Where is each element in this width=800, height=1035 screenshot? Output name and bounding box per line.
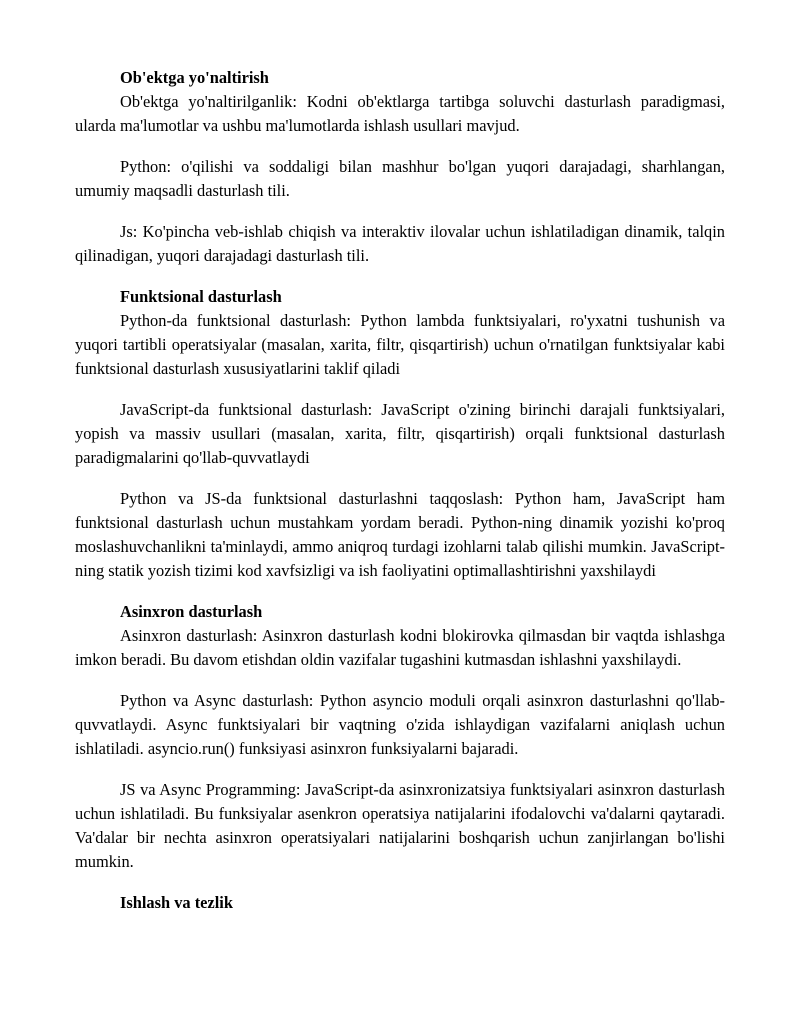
section-functional — [75, 285, 725, 583]
section-async — [75, 600, 725, 874]
paragraph: JS va Async Programming: JavaScript-da asinxronizatsiya funktsiyalari asinxron dasturlash uchun ishlatiladi. Bu funksiyalar asenkron operatsiya natijalarini ifodalovchi va'dalarni qaytaradi. Va'dalar bir nechta asinxron operatsiyalari natijalarini boshqarish uchun zanjirlangan bo'lishi mumkin. — [75, 780, 725, 871]
paragraph: Js: Ko'pincha veb-ishlab chiqish va interaktiv ilovalar uchun ishlatiladigan dinamik, talqin qilinadigan, yuqori darajadagi dasturlash tili. — [75, 222, 725, 265]
section-object-oriented — [75, 66, 725, 268]
paragraph: Python va Async dasturlash: Python asyncio moduli orqali asinxron dasturlashni qo'llab-quvvatlaydi. Async funktsiyalari bir vaqtning o'zida ishlaydigan vazifalarni aniqlash uchun ishlatiladi. asyncio.run() funksiyasi asinxron funksiyalarni bajaradi. — [75, 691, 725, 758]
section-heading: Ishlash va tezlik — [120, 893, 233, 912]
paragraph: JavaScript-da funktsional dasturlash: JavaScript o'zining birinchi darajali funktsiyalari, yopish va massiv usullari (masalan, xarita, filtr, qisqartirish) orqali funktsional dasturlash paradigmalarini qo'llab-quvvatlaydi — [75, 400, 725, 467]
paragraph: Ob'ektga yo'naltirilganlik: Kodni ob'ektlarga tartibga soluvchi dasturlash paradigmasi, ularda ma'lumotlar va ushbu ma'lumotlarda ishlash usullari mavjud. — [75, 92, 725, 135]
paragraph: Python va JS-da funktsional dasturlashni taqqoslash: Python ham, JavaScript ham funktsional dasturlash uchun mustahkam yordam beradi. Python-ning dinamik yozishi ko'proq moslashuvchanlikni ta'minlaydi, ammo aniqroq turdagi izohlarni talab qilishi mumkin. JavaScript-ning statik yozish tizimi kod xavfsizligi va ish faoliyatini optimallashtirishni yaxshilaydi — [75, 489, 725, 580]
section-heading: Ob'ektga yo'naltirish — [120, 68, 269, 87]
section-heading: Asinxron dasturlash — [120, 602, 263, 621]
paragraph: Python: o'qilishi va soddaligi bilan mashhur bo'lgan yuqori darajadagi, sharhlangan, umumiy maqsadli dasturlash tili. — [75, 157, 725, 200]
document-page — [75, 66, 725, 915]
paragraph: Python-da funktsional dasturlash: Python lambda funktsiyalari, ro'yxatni tushunish va yuqori tartibli operatsiyalar (masalan, xarita, filtr, qisqartirish) uchun o'rnatilgan funktsiyalar kabi funktsional dasturlash xususiyatlarini taklif qiladi — [75, 311, 725, 378]
paragraph: Asinxron dasturlash: Asinxron dasturlash kodni blokirovka qilmasdan bir vaqtda ishlashga imkon beradi. Bu davom etishdan oldin vazifalar tugashini kutmasdan ishlashni yaxshilaydi. — [75, 626, 725, 669]
section-heading: Funktsional dasturlash — [120, 287, 282, 306]
section-performance — [75, 891, 725, 915]
